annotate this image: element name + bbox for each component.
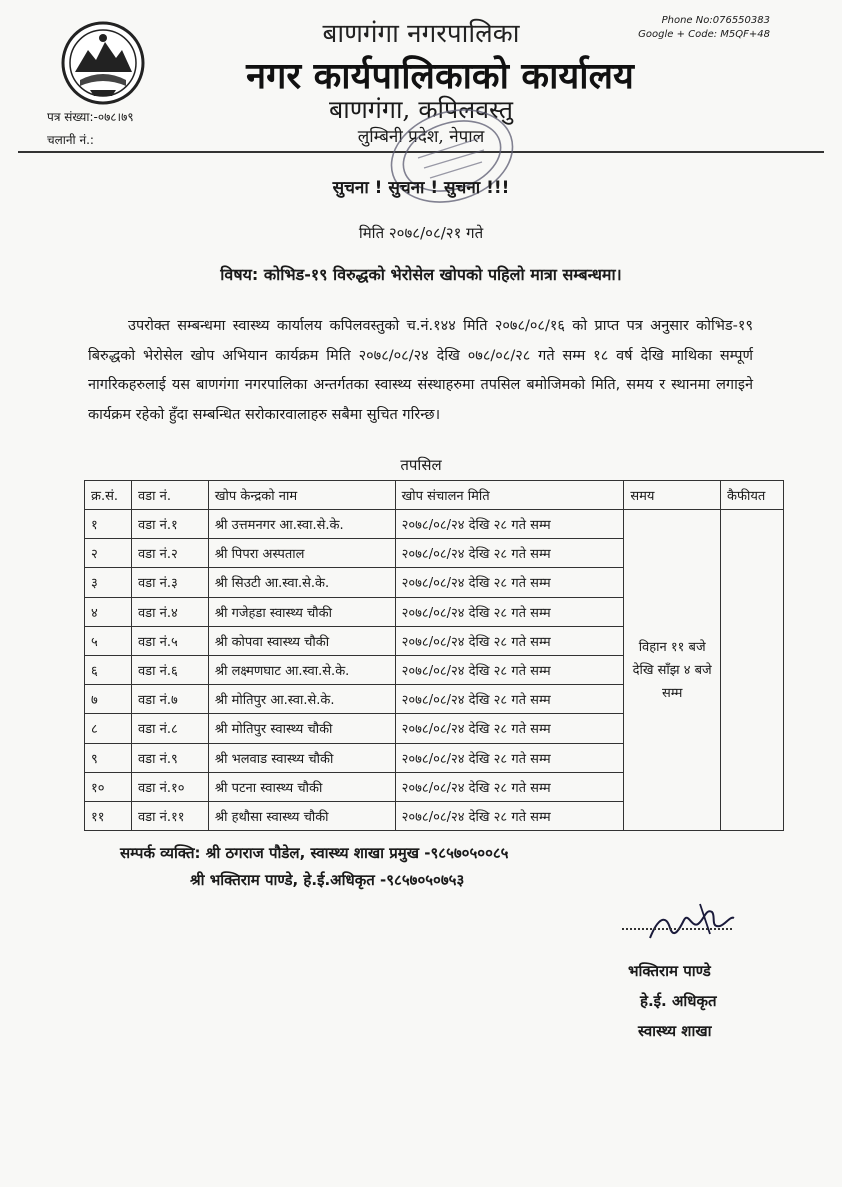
dates-cell: २०७८/०८/२४ देखि २८ गते सम्म (395, 801, 624, 830)
signatory-title: हे.ई. अधिकृत (640, 992, 717, 1010)
header-time: समय (624, 481, 721, 510)
serial-cell: १ (85, 510, 132, 539)
signatory-department: स्वास्थ्य शाखा (638, 1022, 712, 1040)
ward-cell: वडा नं.११ (131, 801, 208, 830)
dates-cell: २०७८/०८/२४ देखि २८ गते सम्म (395, 655, 624, 684)
serial-cell: ११ (85, 801, 132, 830)
schedule-caption: तपसिल (400, 456, 442, 474)
table-row (85, 510, 784, 539)
dates-cell: २०७८/०८/२४ देखि २८ गते सम्म (395, 568, 624, 597)
phone-number: Phone No:076550383 (661, 15, 770, 26)
handwritten-signature (640, 898, 740, 946)
ward-cell: वडा नं.८ (131, 714, 208, 743)
center-cell: श्री कोपवा स्वास्थ्य चौकी (208, 626, 395, 655)
ward-cell: वडा नं.५ (131, 626, 208, 655)
dates-cell: २०७८/०८/२४ देखि २८ गते सम्म (395, 685, 624, 714)
header-remarks: कैफीयत (721, 481, 784, 510)
table-header-row (85, 481, 784, 510)
center-cell: श्री उत्तमनगर आ.स्वा.से.के. (208, 510, 395, 539)
subject-line: विषय: कोभिड-१९ विरुद्धको भेरोसेल खोपको पहिलो मात्रा सम्बन्धमा। (220, 265, 622, 284)
notice-date: मिति २०७८/०८/२१ गते (358, 224, 484, 242)
contact-person-1: सम्पर्क व्यक्ति: श्री ठगराज पौडेल, स्वास्थ्य शाखा प्रमुख -९८५७०५००८५ (120, 844, 509, 862)
serial-cell: ८ (85, 714, 132, 743)
center-cell: श्री मोतिपुर आ.स्वा.से.के. (208, 685, 395, 714)
center-cell: श्री सिउटी आ.स्वा.से.के. (208, 568, 395, 597)
ward-cell: वडा नं.१ (131, 510, 208, 539)
dates-cell: २०७८/०८/२४ देखि २८ गते सम्म (395, 714, 624, 743)
serial-cell: ७ (85, 685, 132, 714)
header-dates: खोप संचालन मिति (395, 481, 624, 510)
signature-line (622, 928, 732, 930)
ward-cell: वडा नं.६ (131, 655, 208, 684)
dates-cell: २०७८/०८/२४ देखि २८ गते सम्म (395, 772, 624, 801)
serial-cell: ३ (85, 568, 132, 597)
office-location: बाणगंगा, कपिलवस्तु (328, 95, 514, 124)
ward-cell: वडा नं.२ (131, 539, 208, 568)
dates-cell: २०७८/०८/२४ देखि २८ गते सम्म (395, 510, 624, 539)
serial-cell: ४ (85, 597, 132, 626)
ward-cell: वडा नं.७ (131, 685, 208, 714)
dates-cell: २०७८/०८/२४ देखि २८ गते सम्म (395, 626, 624, 655)
office-name: नगर कार्यपालिकाको कार्यालय (246, 56, 634, 97)
dispatch-number: चलानी नं.: (47, 133, 94, 147)
serial-cell: ५ (85, 626, 132, 655)
remarks-cell (721, 510, 784, 831)
contact-info (550, 14, 770, 42)
contact-person-2: श्री भक्तिराम पाण्डे, हे.ई.अधिकृत -९८५७०५०७५३ (190, 871, 465, 889)
serial-cell: ६ (85, 655, 132, 684)
dates-cell: २०७८/०८/२४ देखि २८ गते सम्म (395, 597, 624, 626)
center-cell: श्री हथौसा स्वास्थ्य चौकी (208, 801, 395, 830)
center-cell: श्री भलवाड स्वास्थ्य चौकी (208, 743, 395, 772)
time-cell: विहान ११ बजे देखि साँझ ४ बजे सम्म (624, 510, 721, 831)
serial-cell: १० (85, 772, 132, 801)
signatory-name: भक्तिराम पाण्डे (628, 962, 711, 980)
notice-title: सुचना ! सुचना ! सुचना !!! (332, 178, 510, 198)
center-cell: श्री पटना स्वास्थ्य चौकी (208, 772, 395, 801)
ward-cell: वडा नं.९ (131, 743, 208, 772)
header-sn: क्र.सं. (85, 481, 132, 510)
ward-cell: वडा नं.४ (131, 597, 208, 626)
letter-number: पत्र संख्या:-०७८।७९ (47, 110, 134, 124)
ward-cell: वडा नं.३ (131, 568, 208, 597)
header-center: खोप केन्द्रको नाम (208, 481, 395, 510)
notice-body: उपरोक्त सम्बन्धमा स्वास्थ्य कार्यालय कपिलवस्तुको च.नं.१४४ मिति २०७८/०८/१६ को प्राप्त पत्र अनुसार कोभिड-१९ बिरुद्धको भेरोसेल खोप अभियान कार्यक्रम मिति २०७८/०८/२४ देखि ०७८/०८/२८ गते सम्म १८ वर्ष देखि माथिका सम्पूर्ण नागरिकहरुलाई यस बाणगंगा नगरपालिका अन्तर्गतका स्वास्थ्य संस्थाहरुमा तपसिल बमोजिमको मिति, समय र स्थानमा लगाइने कार्यक्रम रहेको हुँदा सम्बन्धित सरोकारवालाहरु सबैमा सुचित गरिन्छ। (88, 318, 753, 423)
header-ward: वडा नं. (131, 481, 208, 510)
dates-cell: २०७८/०८/२४ देखि २८ गते सम्म (395, 743, 624, 772)
municipality-name: बाणगंगा नगरपालिका (322, 19, 520, 49)
plus-code: Google + Code: M5QF+48 (638, 29, 770, 40)
province-name: लुम्बिनी प्रदेश, नेपाल (357, 127, 485, 147)
center-cell: श्री लक्ष्मणघाट आ.स्वा.से.के. (208, 655, 395, 684)
dates-cell: २०७८/०८/२४ देखि २८ गते सम्म (395, 539, 624, 568)
ward-cell: वडा नं.१० (131, 772, 208, 801)
serial-cell: २ (85, 539, 132, 568)
serial-cell: ९ (85, 743, 132, 772)
center-cell: श्री मोतिपुर स्वास्थ्य चौकी (208, 714, 395, 743)
center-cell: श्री पिपरा अस्पताल (208, 539, 395, 568)
center-cell: श्री गजेहडा स्वास्थ्य चौकी (208, 597, 395, 626)
vaccination-schedule-table (84, 480, 784, 831)
